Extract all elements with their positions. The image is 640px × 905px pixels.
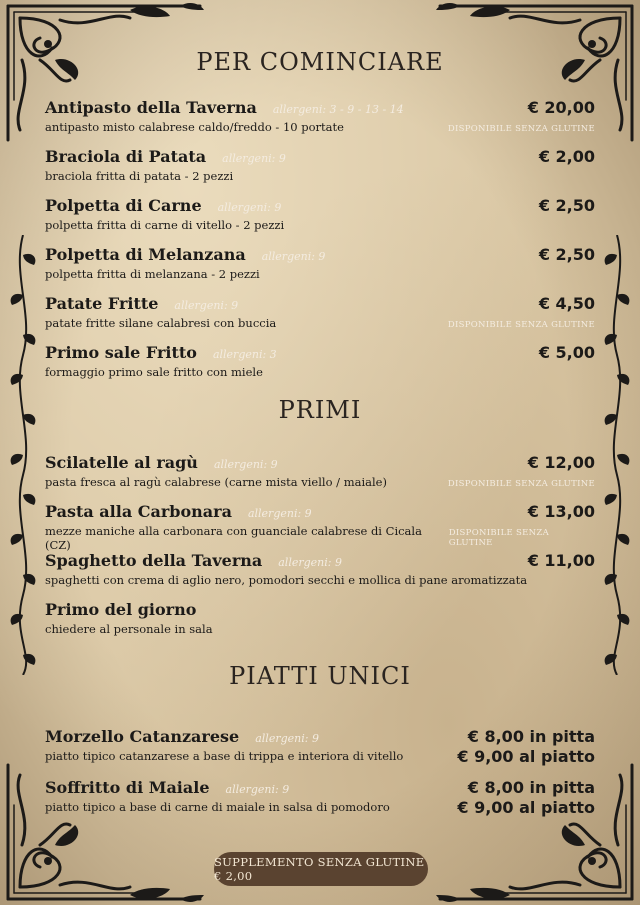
- item-description: polpetta fritta di melanzana - 2 pezzi: [45, 267, 260, 281]
- section-title-piatti-unici: PIATTI UNICI: [229, 662, 411, 690]
- menu-item: [45, 294, 595, 330]
- menu-item: [45, 778, 595, 818]
- item-allergens: allergeni: 3 - 9 - 13 - 14: [272, 103, 404, 116]
- item-name: Polpetta di Melanzana: [45, 245, 246, 264]
- item-name: Patate Fritte: [45, 294, 159, 313]
- item-name: Spaghetto della Taverna: [45, 551, 263, 570]
- item-description: formaggio primo sale fritto con miele: [45, 365, 263, 379]
- item-price: € 5,00: [538, 343, 595, 362]
- section-title-per-cominciare: PER COMINCIARE: [196, 48, 444, 76]
- item-description: braciola fritta di patata - 2 pezzi: [45, 169, 234, 183]
- gluten-free-note: DISPONIBILE SENZA GLUTINE: [448, 528, 550, 548]
- item-allergens: allergeni: 9: [278, 556, 342, 569]
- item-price-pitta: € 8,00 in pitta: [467, 778, 595, 797]
- item-allergens: allergeni: 9: [247, 507, 312, 520]
- item-description: polpetta fritta di carne di vitello - 2 pezzi: [45, 218, 285, 232]
- item-description: pasta fresca al ragù calabrese (carne mista viello / maiale): [45, 475, 387, 489]
- item-price: € 4,50: [538, 294, 595, 313]
- item-allergens: allergeni: 9: [217, 201, 282, 214]
- item-allergens: allergeni: 9: [225, 783, 290, 796]
- gluten-free-note: DISPONIBILE SENZA GLUTINE: [447, 479, 595, 489]
- item-price-pitta: € 8,00 in pitta: [467, 727, 595, 746]
- item-allergens: allergeni: 9: [222, 152, 286, 165]
- section-title-primi: PRIMI: [278, 396, 362, 424]
- item-price: € 2,50: [538, 245, 595, 264]
- item-allergens: allergeni: 9: [261, 250, 326, 263]
- menu-item: [45, 551, 595, 587]
- menu-item: [45, 98, 595, 134]
- item-allergens: allergeni: 9: [255, 732, 319, 745]
- vine-border-icon: [600, 235, 634, 675]
- menu-item: [45, 727, 595, 767]
- menu-item: [45, 343, 595, 379]
- item-description: antipasto misto calabrese caldo/freddo - 10 portate: [45, 120, 344, 134]
- gluten-free-supplement-badge: SUPPLEMENTO SENZA GLUTINE € 2,00: [214, 852, 428, 886]
- item-allergens: allergeni: 9: [174, 299, 239, 312]
- vine-border-icon: [6, 235, 40, 675]
- item-description: piatto tipico a base di carne di maiale in salsa di pomodoro: [45, 800, 390, 814]
- gluten-free-note: DISPONIBILE SENZA GLUTINE: [447, 124, 595, 134]
- menu-item: [45, 600, 595, 636]
- item-description: patate fritte silane calabresi con buccia: [45, 316, 277, 330]
- item-name: Soffritto di Maiale: [45, 778, 210, 797]
- item-name: Primo sale Fritto: [45, 343, 197, 362]
- menu-item: [45, 245, 595, 281]
- menu-item: [45, 196, 595, 232]
- item-description: spaghetti con crema di aglio nero, pomodori secchi e mollica di pane aromatizzata: [45, 573, 528, 587]
- item-price-piatto: € 9,00 al piatto: [457, 747, 595, 766]
- item-name: Primo del giorno: [45, 600, 197, 619]
- item-allergens: allergeni: 9: [213, 458, 278, 471]
- item-description: chiedere al personale in sala: [45, 622, 213, 636]
- menu-item: [45, 147, 595, 183]
- item-price: € 2,00: [538, 147, 595, 166]
- item-price-piatto: € 9,00 al piatto: [457, 798, 595, 817]
- item-allergens: allergeni: 3: [212, 348, 277, 361]
- item-price: € 2,50: [538, 196, 595, 215]
- item-description: piatto tipico catanzarese a base di trippa e interiora di vitello: [45, 749, 404, 763]
- item-price: € 11,00: [527, 551, 595, 570]
- item-price: € 12,00: [527, 453, 595, 472]
- item-price: € 13,00: [527, 502, 595, 521]
- menu-item: [45, 453, 595, 489]
- menu-item: [45, 502, 595, 552]
- gluten-free-note: DISPONIBILE SENZA GLUTINE: [447, 320, 595, 330]
- item-name: Polpetta di Carne: [45, 196, 202, 215]
- item-description: mezze maniche alla carbonara con guanciale calabrese di Cicala (CZ): [45, 524, 422, 552]
- item-name: Braciola di Patata: [45, 147, 207, 166]
- item-name: Morzello Catanzarese: [45, 727, 240, 746]
- item-name: Scilatelle al ragù: [45, 453, 198, 472]
- item-name: Antipasto della Taverna: [45, 98, 257, 117]
- item-price: € 20,00: [527, 98, 595, 117]
- item-name: Pasta alla Carbonara: [45, 502, 232, 521]
